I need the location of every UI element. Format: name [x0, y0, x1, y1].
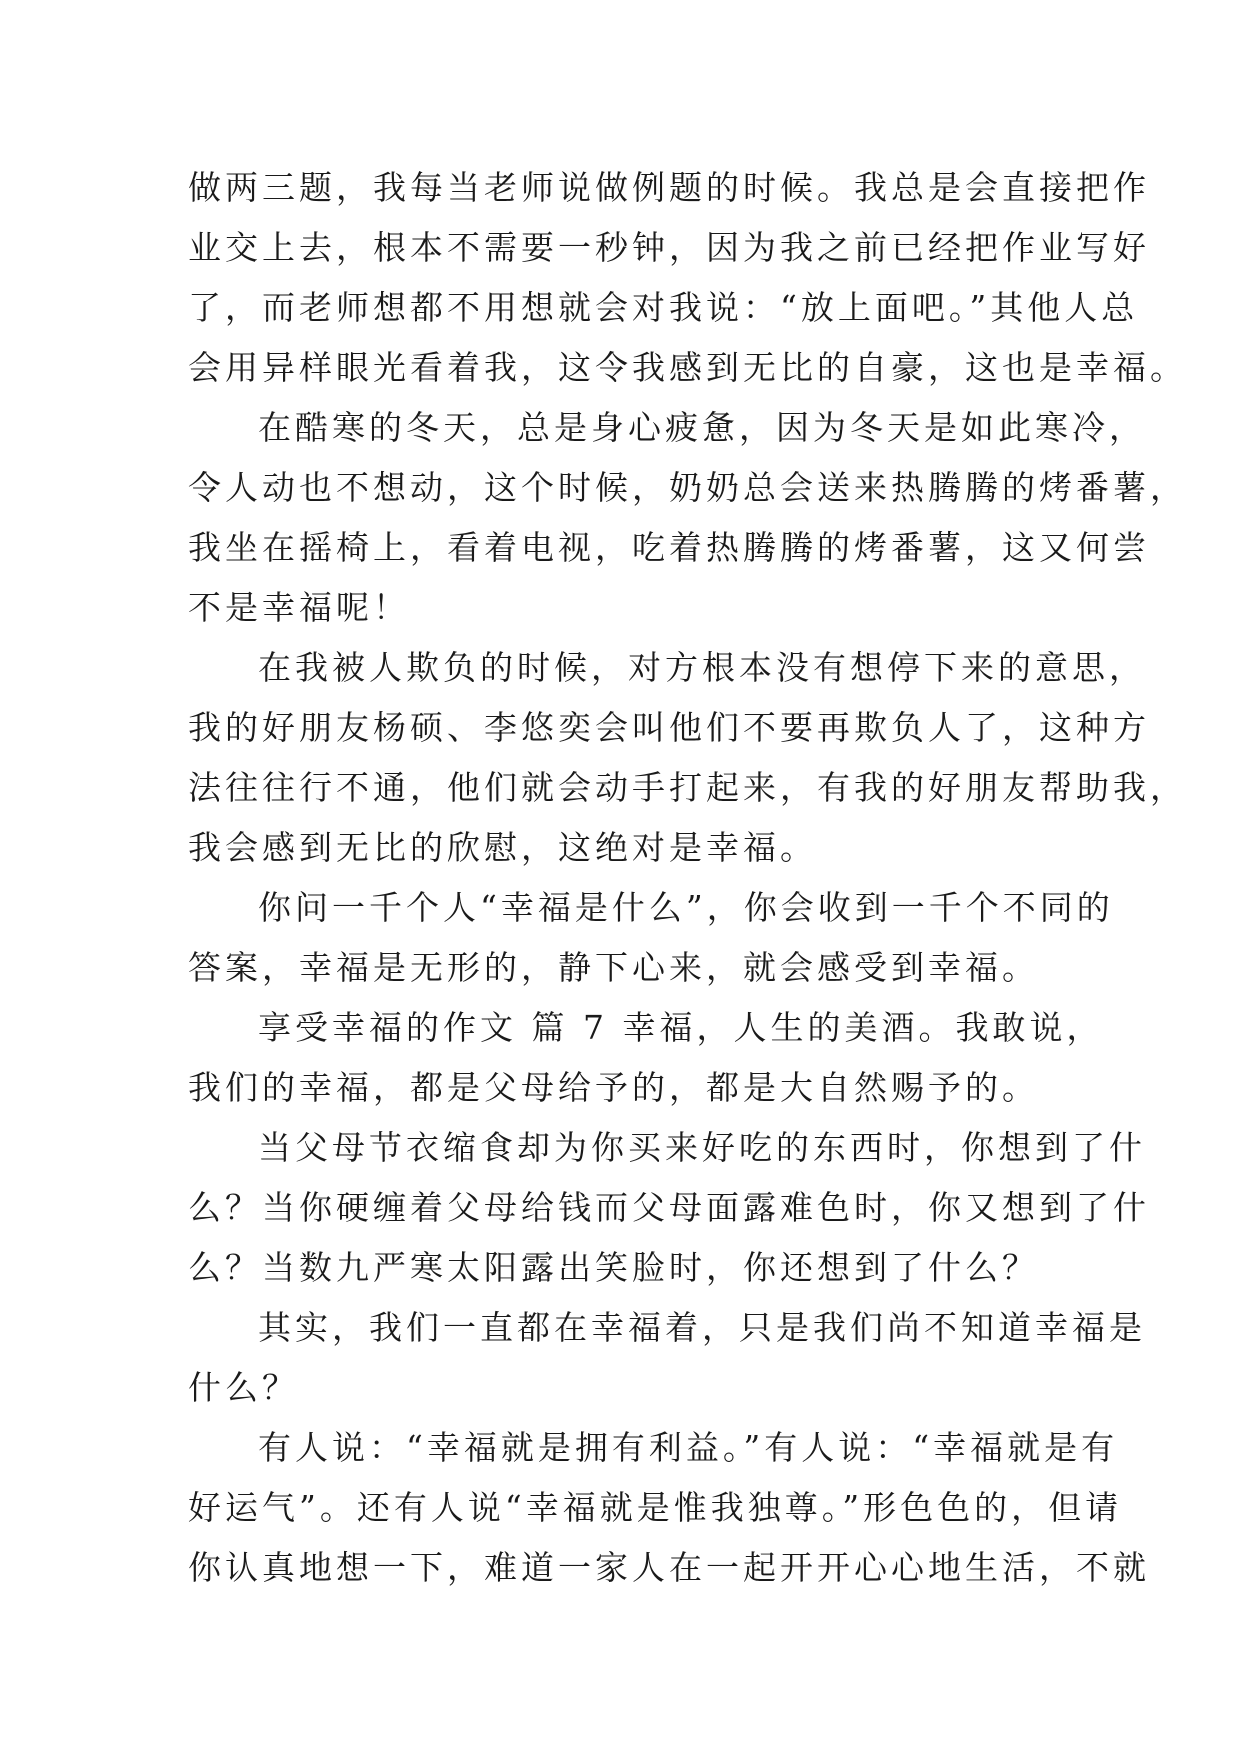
text-line: 不是幸福呢！ — [188, 588, 410, 627]
text-line: 好运气”。还有人说“幸福就是惟我独尊。”形色色的，但请 — [188, 1488, 1123, 1527]
text-line: 会用异样眼光看着我，这令我感到无比的自豪，这也是幸福。 — [188, 348, 1187, 387]
text-line: 其实，我们一直都在幸福着，只是我们尚不知道幸福是 — [258, 1308, 1146, 1347]
text-line: 在酷寒的冬天，总是身心疲惫，因为冬天是如此寒冷， — [258, 408, 1146, 447]
text-line: 业交上去，根本不需要一秒钟，因为我之前已经把作业写好 — [188, 228, 1150, 267]
paragraph-3 — [188, 638, 1187, 878]
text-line: 我们的幸福，都是父母给予的，都是大自然赐予的。 — [188, 1068, 1039, 1107]
text-line: 你认真地想一下，难道一家人在一起开开心心地生活，不就 — [188, 1548, 1150, 1587]
paragraph-8 — [188, 1418, 1150, 1598]
paragraph-2 — [188, 398, 1187, 638]
text-line: 我坐在摇椅上，看着电视，吃着热腾腾的烤番薯，这又何尝 — [188, 528, 1150, 567]
text-line: 在我被人欺负的时候，对方根本没有想停下来的意思， — [258, 648, 1146, 687]
text-line: 令人动也不想动，这个时候，奶奶总会送来热腾腾的烤番薯， — [188, 468, 1187, 507]
text-line: 了，而老师想都不用想就会对我说：“放上面吧。”其他人总 — [188, 288, 1139, 327]
document-body — [188, 158, 1187, 1598]
paragraph-7 — [188, 1298, 1146, 1418]
text-line: 当父母节衣缩食却为你买来好吃的东西时，你想到了什 — [258, 1128, 1146, 1167]
text-line: 我会感到无比的欣慰，这绝对是幸福。 — [188, 828, 817, 867]
text-line: 我的好朋友杨硕、李悠奕会叫他们不要再欺负人了，这种方 — [188, 708, 1150, 747]
text-line: 么？当数九严寒太阳露出笑脸时，你还想到了什么？ — [188, 1248, 1039, 1287]
text-line: 你问一千个人“幸福是什么”，你会收到一千个不同的 — [258, 888, 1114, 927]
text-line: 有人说：“幸福就是拥有利益。”有人说：“幸福就是有 — [258, 1428, 1119, 1467]
text-line: 享受幸福的作文 篇 7 幸福，人生的美酒。我敢说， — [258, 1008, 1104, 1047]
paragraph-1 — [188, 158, 1187, 398]
text-line: 做两三题，我每当老师说做例题的时候。我总是会直接把作 — [188, 168, 1150, 207]
text-line: 什么？ — [188, 1368, 299, 1407]
text-line: 答案，幸福是无形的，静下心来，就会感受到幸福。 — [188, 948, 1039, 987]
paragraph-6 — [188, 1118, 1150, 1298]
text-line: 法往往行不通，他们就会动手打起来，有我的好朋友帮助我， — [188, 768, 1187, 807]
text-line: 么？当你硬缠着父母给钱而父母面露难色时，你又想到了什 — [188, 1188, 1150, 1227]
paragraph-4 — [188, 878, 1114, 998]
paragraph-5 — [188, 998, 1104, 1118]
